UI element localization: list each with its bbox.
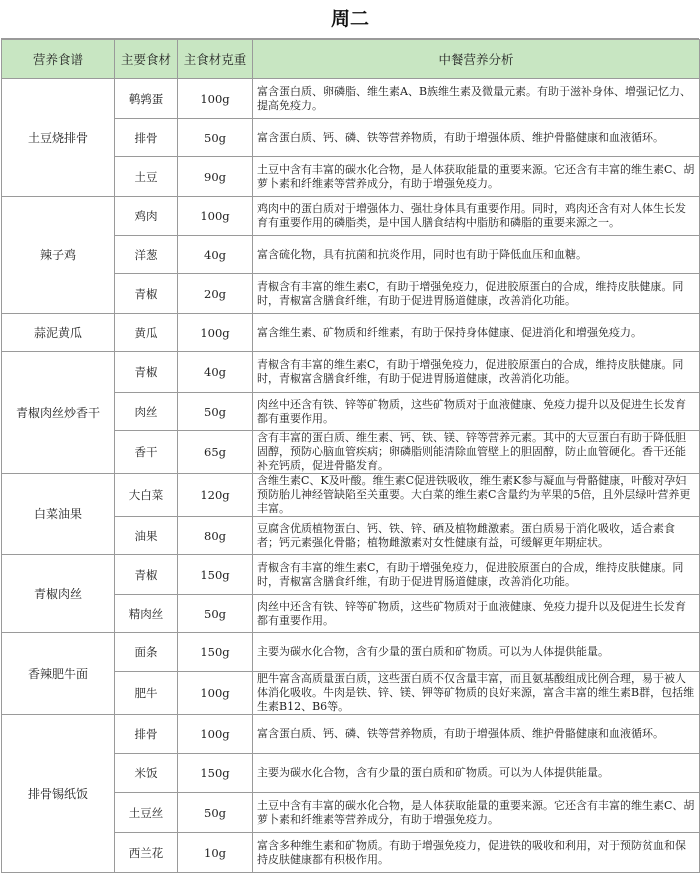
ingredient-cell: 精肉丝 bbox=[115, 595, 178, 633]
weight-cell: 40g bbox=[178, 352, 253, 393]
analysis-cell: 鸡肉中的蛋白质对于增强体力、强壮身体具有重要作用。同时，鸡肉还含有对人体生长发育有重要作用的磷脂类，是中国人膳食结构中脂肪和磷脂的重要来源之一。 bbox=[253, 197, 700, 236]
analysis-cell: 主要为碳水化合物，含有少量的蛋白质和矿物质。可以为人体提供能量。 bbox=[253, 754, 700, 793]
weight-cell: 150g bbox=[178, 633, 253, 672]
nutrition-table bbox=[1, 39, 700, 873]
table-row bbox=[2, 197, 700, 236]
weight-cell: 20g bbox=[178, 274, 253, 314]
weight-cell: 120g bbox=[178, 474, 253, 517]
weight-cell: 10g bbox=[178, 833, 253, 873]
weight-cell: 50g bbox=[178, 393, 253, 431]
analysis-cell: 含有丰富的蛋白质、维生素、钙、铁、镁、锌等营养元素。其中的大豆蛋白有助于降低胆固醇，预防心脑血管疾病；卵磷脂则能清除血管壁上的胆固醇，防止血管硬化。香干还能补充钙质，促进骨骼发育。 bbox=[253, 431, 700, 474]
weight-cell: 50g bbox=[178, 595, 253, 633]
menu-sheet bbox=[1, 0, 699, 873]
ingredient-cell: 大白菜 bbox=[115, 474, 178, 517]
analysis-cell: 主要为碳水化合物，含有少量的蛋白质和矿物质。可以为人体提供能量。 bbox=[253, 633, 700, 672]
table-row bbox=[2, 555, 700, 595]
ingredient-cell: 油果 bbox=[115, 517, 178, 555]
analysis-cell: 土豆中含有丰富的碳水化合物，是人体获取能量的重要来源。它还含有丰富的维生素C、胡萝卜素和纤维素等营养成分，有助于增强免疫力。 bbox=[253, 157, 700, 197]
analysis-cell: 土豆中含有丰富的碳水化合物，是人体获取能量的重要来源。它还含有丰富的维生素C、胡萝卜素和纤维素等营养成分，有助于增强免疫力。 bbox=[253, 793, 700, 833]
analysis-cell: 肉丝中还含有铁、锌等矿物质，这些矿物质对于血液健康、免疫力提升以及促进生长发育都有重要作用。 bbox=[253, 393, 700, 431]
analysis-cell: 豆腐含优质植物蛋白、钙、铁、锌、硒及植物雌激素。蛋白质易于消化吸收，适合素食者；钙元素强化骨骼；植物雌激素对女性健康有益，可缓解更年期症状。 bbox=[253, 517, 700, 555]
dish-name: 蒜泥黄瓜 bbox=[2, 314, 115, 352]
ingredient-cell: 青椒 bbox=[115, 352, 178, 393]
dish-name: 辣子鸡 bbox=[2, 197, 115, 314]
weight-cell: 100g bbox=[178, 79, 253, 119]
weight-cell: 90g bbox=[178, 157, 253, 197]
ingredient-cell: 米饭 bbox=[115, 754, 178, 793]
dish-name: 青椒肉丝 bbox=[2, 555, 115, 633]
ingredient-cell: 鹌鹑蛋 bbox=[115, 79, 178, 119]
dish-name: 白菜油果 bbox=[2, 474, 115, 555]
analysis-cell: 青椒含有丰富的维生素C，有助于增强免疫力，促进胶原蛋白的合成，维持皮肤健康。同时，青椒富含膳食纤维，有助于促进胃肠道健康，改善消化功能。 bbox=[253, 352, 700, 393]
ingredient-cell: 青椒 bbox=[115, 555, 178, 595]
ingredient-cell: 土豆 bbox=[115, 157, 178, 197]
ingredient-cell: 肉丝 bbox=[115, 393, 178, 431]
analysis-cell: 富含蛋白质、卵磷脂、维生素A、B族维生素及微量元素。有助于滋补身体、增强记忆力、提高免疫力。 bbox=[253, 79, 700, 119]
table-row bbox=[2, 352, 700, 393]
ingredient-cell: 青椒 bbox=[115, 274, 178, 314]
table-row bbox=[2, 79, 700, 119]
table-row bbox=[2, 715, 700, 754]
analysis-cell: 富含维生素、矿物质和纤维素，有助于保持身体健康、促进消化和增强免疫力。 bbox=[253, 314, 700, 352]
analysis-cell: 富含蛋白质、钙、磷、铁等营养物质，有助于增强体质、维护骨骼健康和血液循环。 bbox=[253, 119, 700, 157]
weight-cell: 150g bbox=[178, 555, 253, 595]
page-title: 周二 bbox=[1, 0, 699, 39]
header-dish: 营养食谱 bbox=[2, 40, 115, 79]
header-analysis: 中餐营养分析 bbox=[253, 40, 700, 79]
table-row bbox=[2, 633, 700, 672]
dish-name: 香辣肥牛面 bbox=[2, 633, 115, 715]
ingredient-cell: 鸡肉 bbox=[115, 197, 178, 236]
analysis-cell: 富含蛋白质、钙、磷、铁等营养物质，有助于增强体质、维护骨骼健康和血液循环。 bbox=[253, 715, 700, 754]
analysis-cell: 青椒含有丰富的维生素C，有助于增强免疫力，促进胶原蛋白的合成，维持皮肤健康。同时，青椒富含膳食纤维，有助于促进胃肠道健康，改善消化功能。 bbox=[253, 274, 700, 314]
analysis-cell: 富含多种维生素和矿物质。有助于增强免疫力，促进铁的吸收和利用，对于预防贫血和保持皮肤健康都有积极作用。 bbox=[253, 833, 700, 873]
weight-cell: 100g bbox=[178, 715, 253, 754]
weight-cell: 100g bbox=[178, 197, 253, 236]
weight-cell: 50g bbox=[178, 793, 253, 833]
dish-name: 排骨锡纸饭 bbox=[2, 715, 115, 873]
header-ingredient: 主要食材 bbox=[115, 40, 178, 79]
weight-cell: 50g bbox=[178, 119, 253, 157]
table-body bbox=[2, 79, 700, 873]
ingredient-cell: 肥牛 bbox=[115, 672, 178, 715]
ingredient-cell: 香干 bbox=[115, 431, 178, 474]
analysis-cell: 含维生素C、K及叶酸。维生素C促进铁吸收，维生素K参与凝血与骨骼健康，叶酸对孕妇预防胎儿神经管缺陷至关重要。大白菜的维生素C含量约为苹果的5倍，且外层绿叶营养更丰富。 bbox=[253, 474, 700, 517]
analysis-cell: 青椒含有丰富的维生素C，有助于增强免疫力，促进胶原蛋白的合成，维持皮肤健康。同时，青椒富含膳食纤维，有助于促进胃肠道健康，改善消化功能。 bbox=[253, 555, 700, 595]
ingredient-cell: 黄瓜 bbox=[115, 314, 178, 352]
dish-name: 青椒肉丝炒香干 bbox=[2, 352, 115, 474]
ingredient-cell: 排骨 bbox=[115, 715, 178, 754]
header-row bbox=[2, 40, 700, 79]
weight-cell: 40g bbox=[178, 236, 253, 274]
table-row bbox=[2, 314, 700, 352]
weight-cell: 100g bbox=[178, 314, 253, 352]
ingredient-cell: 西兰花 bbox=[115, 833, 178, 873]
weight-cell: 100g bbox=[178, 672, 253, 715]
analysis-cell: 肉丝中还含有铁、锌等矿物质，这些矿物质对于血液健康、免疫力提升以及促进生长发育都有重要作用。 bbox=[253, 595, 700, 633]
ingredient-cell: 面条 bbox=[115, 633, 178, 672]
dish-name: 土豆烧排骨 bbox=[2, 79, 115, 197]
table-row bbox=[2, 474, 700, 517]
ingredient-cell: 洋葱 bbox=[115, 236, 178, 274]
ingredient-cell: 土豆丝 bbox=[115, 793, 178, 833]
weight-cell: 80g bbox=[178, 517, 253, 555]
analysis-cell: 肥牛富含高质量蛋白质，这些蛋白质不仅含量丰富，而且氨基酸组成比例合理，易于被人体消化吸收。牛肉是铁、锌、镁、钾等矿物质的良好来源，富含丰富的维生素B群，包括维生素B12、B6等。 bbox=[253, 672, 700, 715]
header-weight: 主食材克重 bbox=[178, 40, 253, 79]
weight-cell: 65g bbox=[178, 431, 253, 474]
analysis-cell: 富含硫化物，具有抗菌和抗炎作用，同时也有助于降低血压和血糖。 bbox=[253, 236, 700, 274]
ingredient-cell: 排骨 bbox=[115, 119, 178, 157]
weight-cell: 150g bbox=[178, 754, 253, 793]
